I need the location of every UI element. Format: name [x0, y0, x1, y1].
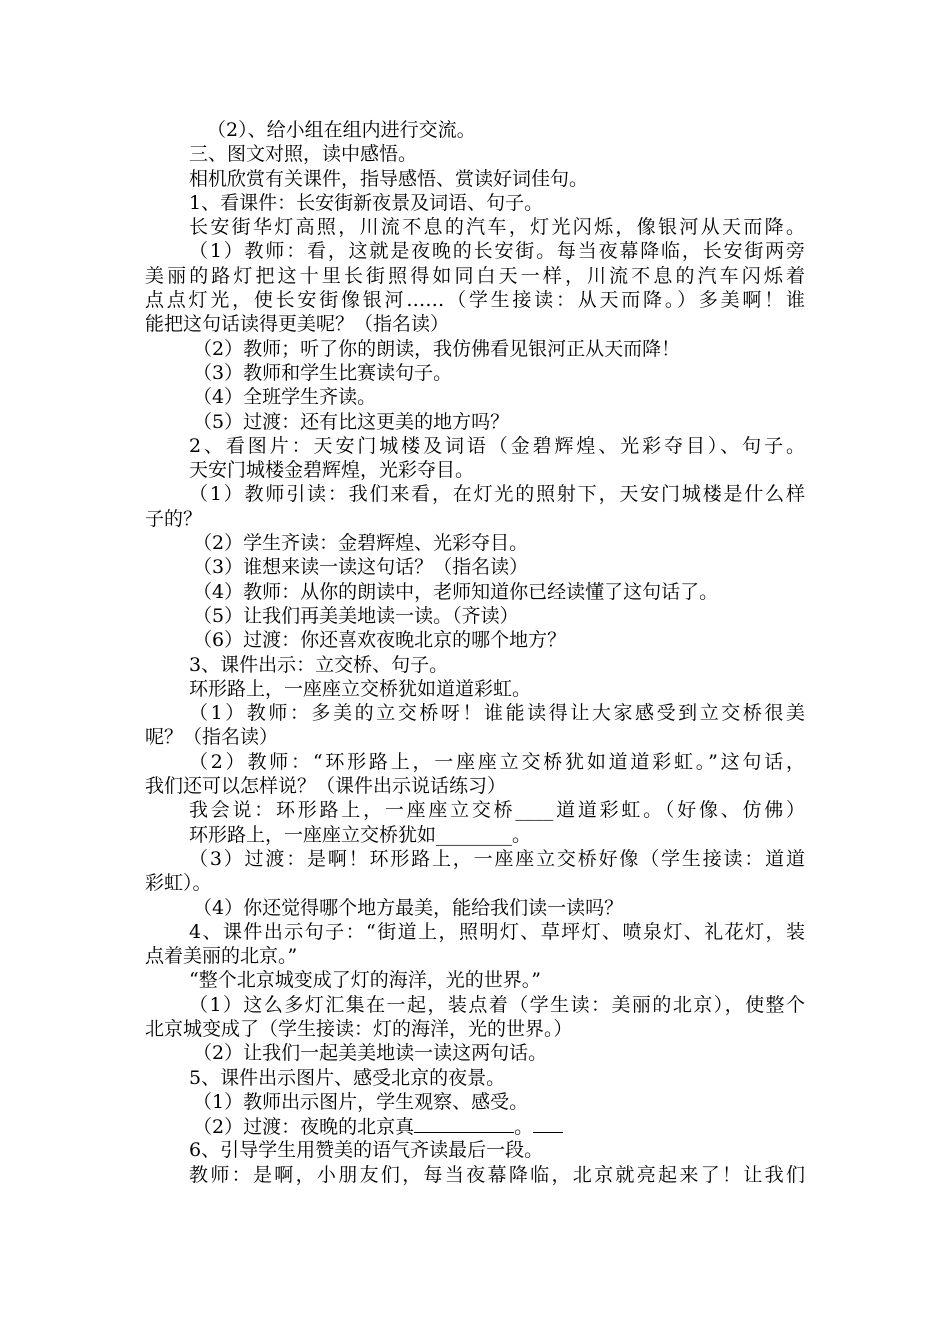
text-line: 5、课件出示图片、感受北京的夜景。 [189, 1066, 506, 1089]
text-fragment: （2）过渡：夜晚的北京真 [193, 1116, 415, 1139]
text-line: 呢？（指名读） [145, 726, 279, 749]
text-line: 相机欣赏有关课件，指导感悟、赏读好词佳句。 [189, 167, 589, 190]
text-line: 环形路上，一座座立交桥犹如道道彩虹。 [189, 677, 532, 700]
text-line-with-blank [145, 1114, 805, 1138]
text-line: （1）教师：多美的立交桥呀！谁能读得让大家感受到立交桥很美 [189, 702, 805, 725]
text-line: （4）全班学生齐读。 [193, 386, 377, 409]
text-line: 子的？ [145, 507, 203, 530]
section-heading: 三、图文对照，读中感悟。 [189, 143, 418, 166]
text-line: 我们还可以怎样说？（课件出示说话练习） [145, 775, 507, 798]
text-line: （1）教师出示图片，学生观察、感受。 [193, 1090, 529, 1113]
text-line: 4、课件出示句子：“街道上，照明灯、草坪灯、喷泉灯、礼花灯，装 [189, 920, 805, 943]
text-line: 长安街华灯高照，川流不息的汽车，灯光闪烁，像银河从天而降。 [189, 216, 805, 239]
fill-in-blank [533, 1114, 563, 1133]
text-line: （4）教师：从你的朗读中，老师知道你已经读懂了这句话了。 [193, 580, 719, 603]
text-line: （2）、给小组在组内进行交流。 [207, 119, 476, 141]
text-line: 点点灯光，使长安街像银河……（学生接读：从天而降。）多美啊！谁 [145, 289, 805, 312]
text-line: （4）你还觉得哪个地方最美，能给我们读一读吗？ [193, 896, 624, 919]
text-line: （3）过渡：是啊！环形路上，一座座立交桥好像（学生接读：道道 [189, 847, 805, 870]
text-line: （6）过渡：你还喜欢夜晚北京的哪个地方？ [193, 629, 567, 652]
text-line: （5）让我们再美美地读一读。（齐读） [193, 604, 519, 627]
text-line: 彩虹）。 [145, 872, 212, 895]
text-line: （2）让我们一起美美地读一读这两句话。 [193, 1042, 548, 1065]
text-line: （1）教师：看，这就是夜晚的长安街。每当夜幕降临，长安街两旁 [189, 240, 805, 263]
text-line: （1）教师引读：我们来看，在灯光的照射下，天安门城楼是什么样 [189, 483, 805, 506]
fill-in-blank [414, 1114, 514, 1133]
text-line: “整个北京城变成了灯的海洋，光的世界。” [189, 969, 541, 992]
text-line: 我会说：环形路上，一座座立交桥____道道彩虹。（好像、仿佛） [189, 799, 805, 822]
text-line: 6、引导学生用赞美的语气齐读最后一段。 [189, 1139, 544, 1162]
text-line: （3）谁想来读一读这句话？（指名读） [193, 556, 529, 579]
text-line: （2）教师：“环形路上，一座座立交桥犹如道道彩虹。”这句话， [189, 750, 805, 773]
text-line: 北京城变成了（学生接读：灯的海洋，光的世界。） [145, 1017, 573, 1040]
text-line: 能把这句话读得更美呢？（指名读） [145, 313, 450, 336]
text-line: （3）教师和学生比赛读句子。 [193, 361, 453, 384]
text-line: 教师：是啊，小朋友们，每当夜幕降临，北京就亮起来了！让我们 [189, 1163, 805, 1186]
text-line: 1、看课件：长安街新夜景及词语、句子。 [189, 191, 544, 214]
text-line: （1）这么多灯汇集在一起，装点着（学生读：美丽的北京），使整个 [189, 993, 805, 1016]
text-line: （5）过渡：还有比这更美的地方吗？ [193, 410, 510, 433]
text-line: 点着美丽的北京。” [145, 945, 298, 968]
text-line: （2）教师；听了你的朗读，我仿佛看见银河正从天而降！ [193, 337, 681, 360]
text-line: 2、看图片：天安门城楼及词语（金碧辉煌、光彩夺目）、句子。 [189, 434, 805, 457]
text-line: 环形路上，一座座立交桥犹如________。 [189, 823, 532, 846]
text-fragment: 。 [514, 1116, 534, 1139]
text-line: （2）学生齐读：金碧辉煌、光彩夺目。 [193, 532, 529, 555]
text-line: 3、课件出示：立交桥、句子。 [189, 653, 449, 676]
text-line: 美丽的路灯把这十里长街照得如同白天一样，川流不息的汽车闪烁着 [145, 264, 805, 287]
text-line: 天安门城楼金碧辉煌，光彩夺目。 [189, 459, 475, 482]
